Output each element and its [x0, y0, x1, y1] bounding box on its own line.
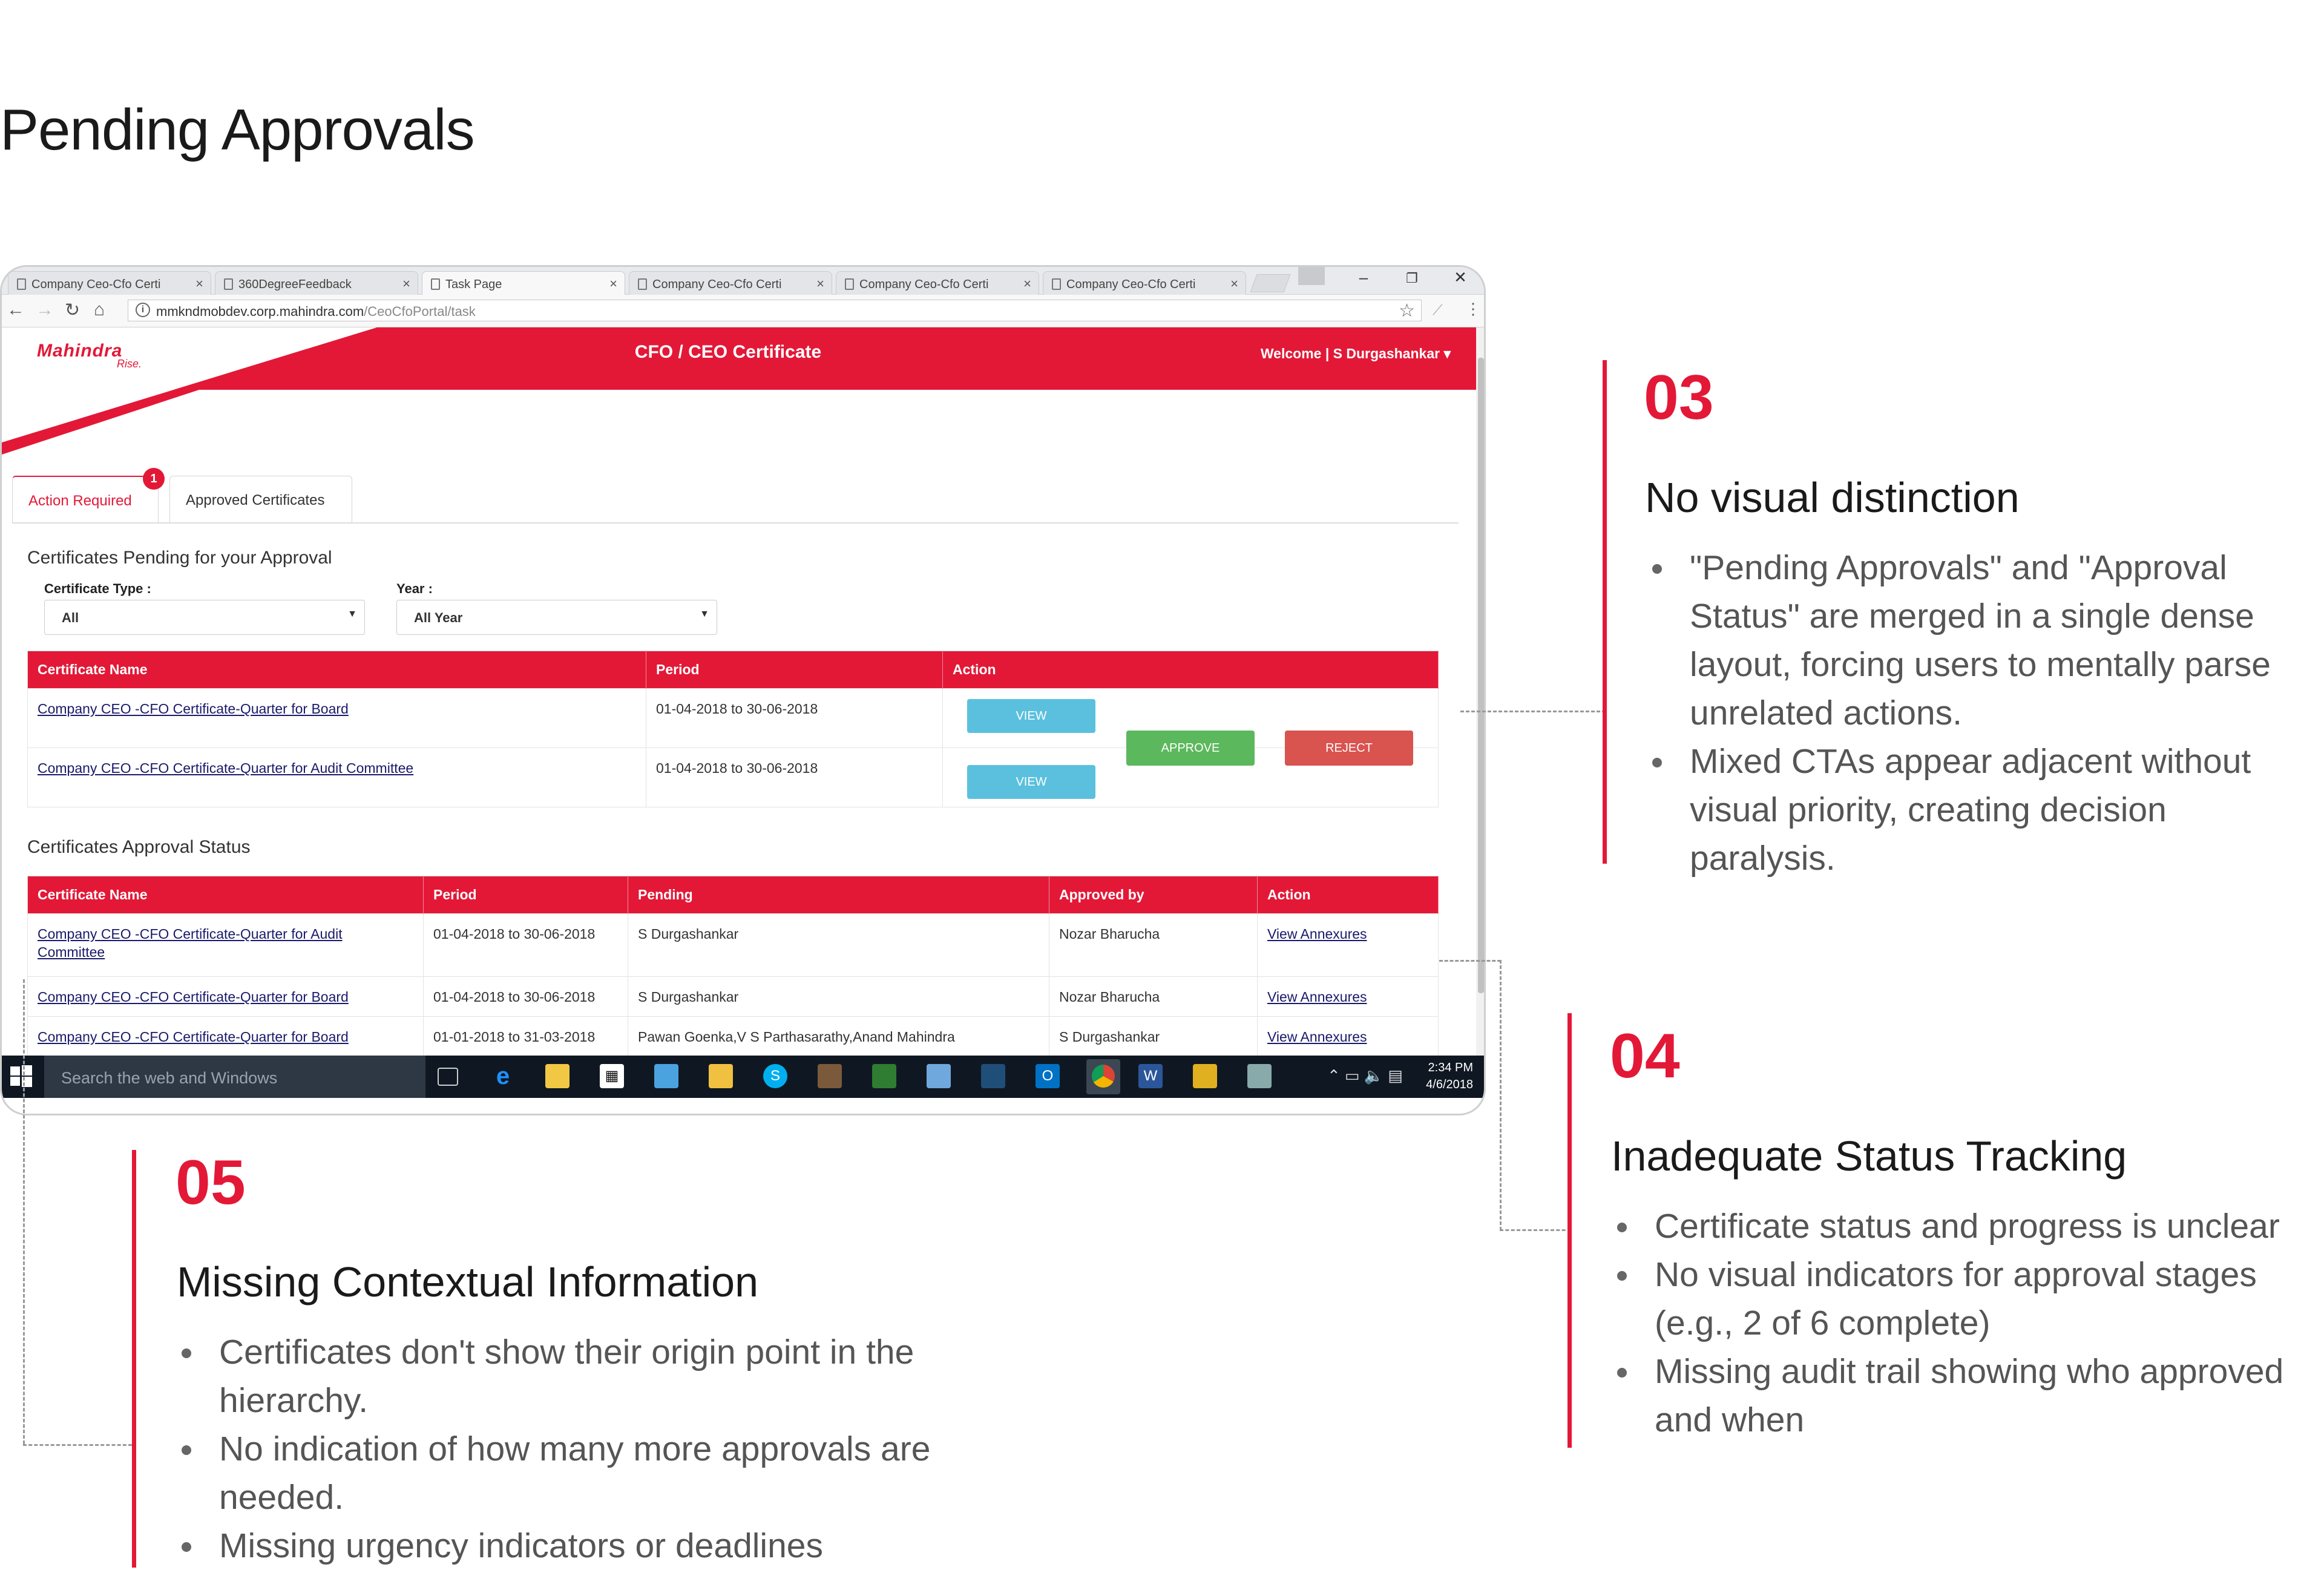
bullet-item: Missing audit trail showing who approved and when [1612, 1347, 2320, 1444]
column-header: Pending [628, 876, 1049, 914]
action-cell [1258, 914, 1439, 977]
clock-date: 4/6/2018 [1426, 1078, 1473, 1091]
column-header: Certificate Name [28, 876, 424, 914]
mail-icon[interactable] [654, 1064, 678, 1088]
close-icon[interactable]: × [609, 276, 617, 291]
certificate-link[interactable]: Company CEO -CFO Certificate-Quarter for Board [38, 701, 349, 717]
annotation-bullets [1647, 544, 2319, 882]
period-cell: 01-04-2018 to 30-06-2018 [424, 914, 628, 977]
forward-icon[interactable]: → [36, 300, 54, 320]
user-menu[interactable] [1261, 346, 1451, 362]
approved-by-cell: Nozar Bharucha [1049, 977, 1258, 1017]
period-cell: 01-04-2018 to 30-06-2018 [424, 977, 628, 1017]
bookmark-star-icon[interactable]: ☆ [1399, 301, 1415, 321]
approve-button[interactable]: APPROVE [1126, 731, 1255, 766]
action-cell [1258, 1017, 1439, 1056]
certificate-type-label: Certificate Type : [44, 581, 151, 596]
reject-button[interactable]: REJECT [1285, 731, 1413, 766]
logo-tagline: Rise. [117, 358, 142, 370]
close-window-icon[interactable]: ✕ [1454, 268, 1467, 286]
view-annexures-link[interactable]: View Annexures [1267, 926, 1367, 942]
caret-down-icon: ▾ [1443, 346, 1451, 361]
pending-cell: S Durgashankar [628, 977, 1049, 1017]
column-header: Action [943, 651, 1439, 689]
taskbar-search[interactable]: Search the web and Windows [44, 1056, 425, 1098]
bullet-item: Missing urgency indicators or deadlines [177, 1522, 1012, 1570]
annotation-bullets [1612, 1202, 2320, 1444]
app-icon[interactable] [1193, 1064, 1217, 1088]
browser-tab-label: Company Ceo-Cfo Certi [652, 278, 782, 291]
task-view-icon[interactable] [438, 1068, 458, 1086]
view-annexures-link[interactable]: View Annexures [1267, 1029, 1367, 1045]
browser-tab-6[interactable] [1043, 271, 1246, 295]
table-row [28, 977, 1439, 1017]
tab-divider [12, 522, 1459, 524]
outlook-icon[interactable]: O [1036, 1064, 1060, 1088]
certificate-link[interactable]: Company CEO -CFO Certificate-Quarter for Board [38, 989, 349, 1005]
period-cell: 01-04-2018 to 30-06-2018 [646, 748, 943, 807]
browser-tab-strip [2, 267, 1486, 295]
menu-icon[interactable]: ⋮ [1465, 300, 1481, 318]
close-icon[interactable]: × [816, 276, 824, 291]
browser-tab-3[interactable] [422, 271, 625, 295]
column-header: Action [1258, 876, 1439, 914]
certificate-link[interactable]: Company CEO -CFO Certificate-Quarter for Board [38, 1029, 349, 1045]
welcome-text: Welcome | S Durgashankar [1260, 346, 1440, 361]
year-value: All Year [414, 610, 463, 625]
annotation-number: 04 [1610, 1021, 1680, 1091]
view-button[interactable]: VIEW [967, 699, 1095, 733]
table-row [28, 914, 1439, 977]
bullet-item: Certificates don't show their origin point in the hierarchy. [177, 1328, 1012, 1425]
notepad-icon[interactable] [872, 1064, 896, 1088]
reload-icon[interactable]: ↻ [65, 300, 80, 320]
app-icon[interactable] [981, 1064, 1005, 1088]
approved-by-cell: Nozar Bharucha [1049, 914, 1258, 977]
url-host: mmkndmobdev.corp.mahindra.com [156, 304, 364, 319]
chrome-taskbar-item[interactable] [1086, 1059, 1120, 1094]
notification-badge: 1 [143, 468, 165, 490]
accent-bar [132, 1150, 136, 1568]
store-icon[interactable]: ▦ [600, 1064, 624, 1088]
annotation-number: 05 [176, 1148, 246, 1218]
address-bar-row [2, 295, 1486, 327]
app-icon[interactable] [818, 1064, 842, 1088]
view-annexures-link[interactable]: View Annexures [1267, 989, 1367, 1005]
annotation-title: Missing Contextual Information [177, 1258, 758, 1306]
windows-taskbar [2, 1056, 1486, 1098]
close-icon[interactable]: × [1023, 276, 1031, 291]
chevron-down-icon: ▼ [700, 609, 709, 619]
browser-tab-label: Company Ceo-Cfo Certi [1066, 278, 1196, 291]
close-icon[interactable]: × [195, 276, 203, 291]
certificate-link[interactable]: Company CEO -CFO Certificate-Quarter for Audit Committee [38, 926, 343, 960]
system-tray[interactable]: ⌃ ▭ 🔈 ▤ [1327, 1066, 1403, 1085]
browser-tab-label: Company Ceo-Cfo Certi [31, 278, 161, 291]
document-icon [431, 278, 440, 290]
pending-cell: Pawan Goenka,V S Parthasarathy,Anand Mahindra [628, 1017, 1049, 1056]
info-icon[interactable]: i [136, 303, 150, 317]
document-icon [638, 278, 647, 290]
annotation-title: Inadequate Status Tracking [1611, 1132, 2127, 1180]
url-input[interactable] [128, 300, 1422, 321]
action-cell [1258, 977, 1439, 1017]
year-select[interactable] [396, 600, 717, 635]
chevron-down-icon: ▼ [347, 609, 357, 619]
user-profile-icon[interactable] [1298, 267, 1325, 285]
accent-bar [1567, 1013, 1572, 1448]
browser-tab-5[interactable] [836, 271, 1039, 295]
taskbar-clock[interactable] [1426, 1059, 1473, 1093]
browser-screenshot [0, 265, 1486, 1115]
word-icon[interactable]: W [1138, 1064, 1163, 1088]
browser-tab-label: Company Ceo-Cfo Certi [859, 278, 989, 291]
view-button[interactable]: VIEW [967, 765, 1095, 799]
annotation-title: No visual distinction [1645, 474, 2020, 521]
period-cell: 01-04-2018 to 30-06-2018 [646, 689, 943, 748]
skype-icon[interactable]: S [763, 1064, 787, 1088]
browser-tab-label: 360DegreeFeedback [238, 278, 352, 291]
period-cell: 01-01-2018 to 31-03-2018 [424, 1017, 628, 1056]
url-path: /CeoCfoPortal/task [364, 304, 476, 319]
year-label: Year : [396, 581, 433, 596]
folder-icon[interactable] [709, 1064, 733, 1088]
certificate-name-cell [28, 1017, 424, 1056]
certificate-link[interactable]: Company CEO -CFO Certificate-Quarter for Audit Committee [38, 760, 414, 776]
pending-heading: Certificates Pending for your Approval [27, 548, 332, 568]
connector-04 [1500, 1229, 1571, 1231]
certificate-name-cell [28, 748, 646, 807]
accent-bar [1603, 360, 1607, 864]
paint-icon[interactable] [1247, 1064, 1272, 1088]
connector-03 [1460, 711, 1606, 712]
document-icon [224, 278, 233, 290]
bullet-item: "Pending Approvals" and "Approval Status" are merged in a single dense layout, forcing users to mentally parse unrelated actions. [1647, 544, 2319, 737]
windows-start-icon[interactable] [9, 1064, 33, 1088]
browser-tab-2[interactable] [215, 271, 418, 295]
document-icon [17, 278, 26, 290]
certificate-type-value: All [62, 610, 79, 625]
file-explorer-icon[interactable] [545, 1064, 570, 1088]
annotation-bullets [177, 1328, 1012, 1570]
column-header: Period [646, 651, 943, 689]
restore-icon[interactable]: ❐ [1406, 271, 1418, 286]
extension-icon[interactable]: ⟋ [1433, 302, 1443, 318]
bullet-item: No visual indicators for approval stages (e.g., 2 of 6 complete) [1612, 1250, 2320, 1347]
edge-icon[interactable]: e [496, 1063, 510, 1089]
browser-tab-1[interactable] [8, 271, 211, 295]
mahindra-logo: Mahindra [37, 341, 123, 361]
page-viewport [2, 327, 1476, 1056]
certificate-name-cell [28, 914, 424, 977]
tab-approved-certificates[interactable]: Approved Certificates [169, 476, 352, 523]
column-header: Certificate Name [28, 651, 646, 689]
approved-by-cell: S Durgashankar [1049, 1017, 1258, 1056]
chrome-icon [1092, 1065, 1115, 1088]
clock-time: 2:34 PM [1428, 1061, 1473, 1074]
table-row [28, 1017, 1439, 1056]
table-header-row [28, 876, 1439, 914]
annotation-number: 03 [1644, 363, 1714, 433]
pending-cell: S Durgashankar [628, 914, 1049, 977]
certificate-name-cell [28, 977, 424, 1017]
status-heading: Certificates Approval Status [27, 837, 251, 857]
pending-table [27, 651, 1439, 807]
bullet-item: Certificate status and progress is unclear [1612, 1202, 2320, 1250]
bullet-item: No indication of how many more approvals are needed. [177, 1425, 1012, 1522]
connector-05 [23, 979, 25, 1444]
browser-tab-label: Task Page [445, 278, 502, 291]
back-icon[interactable]: ← [7, 300, 25, 320]
certificate-name-cell [28, 689, 646, 748]
connector-05 [23, 1444, 132, 1446]
new-tab-button[interactable] [1250, 274, 1291, 292]
column-header: Period [424, 876, 628, 914]
close-icon[interactable]: × [1230, 276, 1238, 291]
minimize-icon[interactable]: – [1359, 268, 1368, 286]
close-icon[interactable]: × [402, 276, 410, 291]
scrollbar-thumb[interactable] [1478, 358, 1484, 993]
app-title: CFO / CEO Certificate [634, 342, 822, 362]
certificate-type-select[interactable] [44, 600, 365, 635]
browser-tab-4[interactable] [629, 271, 832, 295]
app-icon[interactable] [927, 1064, 951, 1088]
table-header-row [28, 651, 1439, 689]
document-icon [1052, 278, 1061, 290]
connector-04 [1439, 960, 1501, 962]
bullet-item: Mixed CTAs appear adjacent without visual priority, creating decision paralysis. [1647, 737, 2319, 882]
tab-action-required[interactable]: Action Required [12, 476, 159, 523]
connector-04 [1500, 960, 1502, 1230]
page-title: Pending Approvals [0, 97, 474, 162]
column-header: Approved by [1049, 876, 1258, 914]
document-icon [845, 278, 854, 290]
home-icon[interactable]: ⌂ [94, 300, 105, 320]
status-table [27, 876, 1439, 1056]
